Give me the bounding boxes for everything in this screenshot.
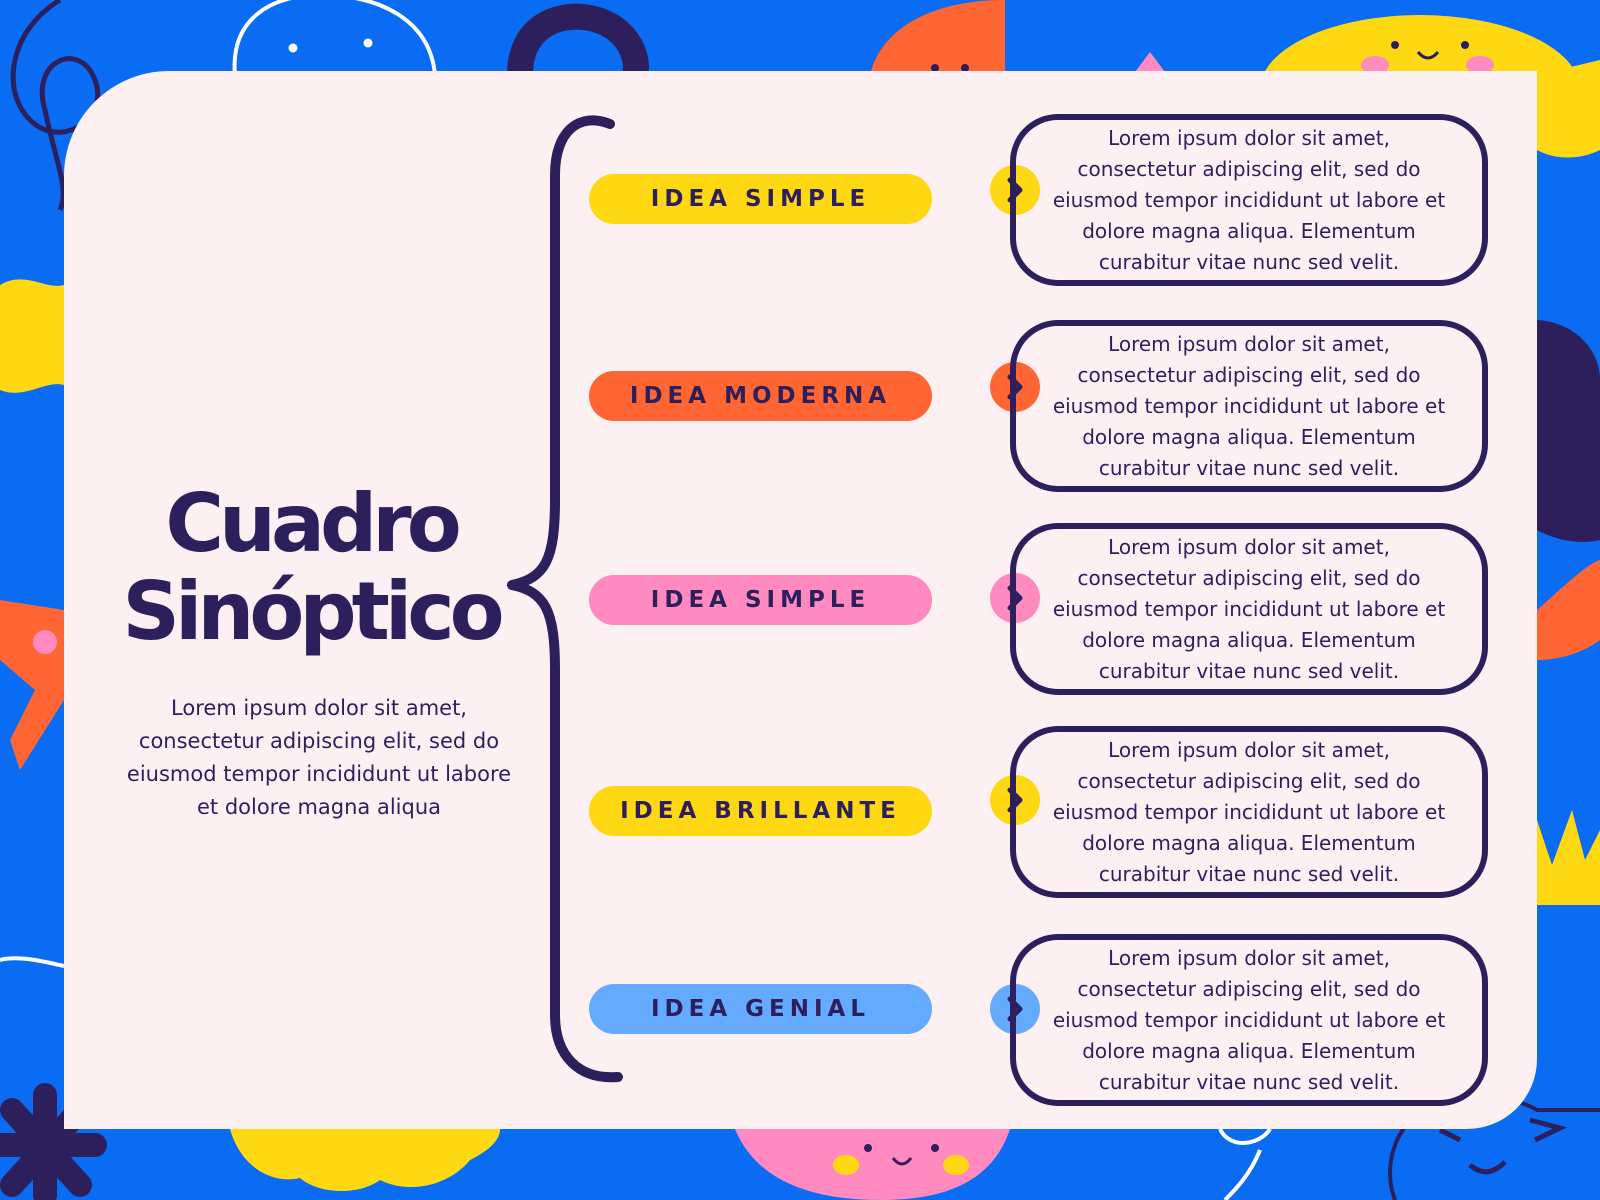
description-line: curabitur vitae nunc sed velit. (1098, 1069, 1400, 1094)
description-line: consectetur adipiscing elit, sed do (1077, 768, 1421, 793)
doodle-yellow-cloud-bottom (230, 1129, 500, 1191)
doodle-orange-blob-top (870, 0, 1005, 75)
description-line: curabitur vitae nunc sed velit. (1098, 249, 1400, 274)
description-line: dolore magna aliqua. Elementum (1082, 424, 1416, 449)
description-line: consectetur adipiscing elit, sed do (1077, 362, 1421, 387)
description-line: dolore magna aliqua. Elementum (1082, 627, 1416, 652)
description-line: Lorem ipsum dolor sit amet, (1108, 737, 1390, 762)
description-line: consectetur adipiscing elit, sed do (1077, 976, 1421, 1001)
doodle-white-curve-left (0, 958, 64, 966)
doodle-orange-arc-right (1537, 560, 1600, 660)
idea-pill-4: IDEA BRILLANTE (589, 786, 932, 836)
doodle-cheek (33, 630, 57, 654)
doodle-wink (1530, 1120, 1560, 1140)
intro-text: Lorem ipsum dolor sit amet, consectetur adipiscing elit, sed do eiusmod tempor incididunt ut labore et dolore magna aliqua (126, 696, 512, 819)
doodle-eye (289, 44, 298, 53)
doodle-pink-triangle (1135, 52, 1165, 72)
doodle-white-blob-top (235, 0, 435, 75)
idea-pill-1: IDEA SIMPLE (589, 174, 932, 224)
description-line: consectetur adipiscing elit, sed do (1077, 156, 1421, 181)
idea-pill-2: IDEA MODERNA (589, 371, 932, 421)
description-line: curabitur vitae nunc sed velit. (1098, 658, 1400, 683)
doodle-smile (1470, 1162, 1505, 1172)
doodle-white-loop-bottom (1220, 1129, 1270, 1200)
description-line: eiusmod tempor incididunt ut labore et (1052, 799, 1446, 824)
doodle-wink (1440, 1130, 1460, 1140)
doodle-eye (1391, 41, 1399, 49)
doodle-cheek (833, 1155, 859, 1175)
doodle-cheek (943, 1155, 969, 1175)
idea-pill-5: IDEA GENIAL (589, 984, 932, 1034)
doodle-yellow-bow-left (0, 279, 64, 393)
description-line: consectetur adipiscing elit, sed do (1077, 565, 1421, 590)
description-line: eiusmod tempor incididunt ut labore et (1052, 393, 1446, 418)
idea-description-box-5 (1010, 934, 1488, 1106)
doodle-eye (931, 1144, 939, 1152)
doodle-navy-half-circle-right (1537, 320, 1600, 542)
description-line: dolore magna aliqua. Elementum (1082, 218, 1416, 243)
doodle-eye (364, 39, 373, 48)
doodle-navy-arch (520, 17, 636, 75)
idea-description-box-1 (1010, 114, 1488, 286)
description-line: Lorem ipsum dolor sit amet, (1108, 331, 1390, 356)
title-line-2: Sinóptico (122, 565, 500, 658)
doodle-eye (864, 1144, 872, 1152)
doodle-yellow-blob-right (1537, 60, 1600, 158)
description-line: Lorem ipsum dolor sit amet, (1108, 534, 1390, 559)
page-title (96, 477, 526, 658)
description-line: eiusmod tempor incididunt ut labore et (1052, 596, 1446, 621)
title-line-1: Cuadro (165, 477, 457, 570)
description-line: curabitur vitae nunc sed velit. (1098, 861, 1400, 886)
description-line: dolore magna aliqua. Elementum (1082, 1038, 1416, 1063)
doodle-orange-star-left (0, 600, 64, 770)
description-line: dolore magna aliqua. Elementum (1082, 830, 1416, 855)
description-line: eiusmod tempor incididunt ut labore et (1052, 187, 1446, 212)
description-line: Lorem ipsum dolor sit amet, (1108, 945, 1390, 970)
idea-pill-3: IDEA SIMPLE (589, 575, 932, 625)
doodle-yellow-crown-right (1537, 810, 1600, 905)
description-line: curabitur vitae nunc sed velit. (1098, 455, 1400, 480)
doodle-eye (1461, 41, 1469, 49)
idea-description-box-3 (1010, 523, 1488, 695)
idea-description-box-2 (1010, 320, 1488, 492)
description-line: eiusmod tempor incididunt ut labore et (1052, 1007, 1446, 1032)
idea-description-box-4 (1010, 726, 1488, 898)
description-line: Lorem ipsum dolor sit amet, (1108, 125, 1390, 150)
